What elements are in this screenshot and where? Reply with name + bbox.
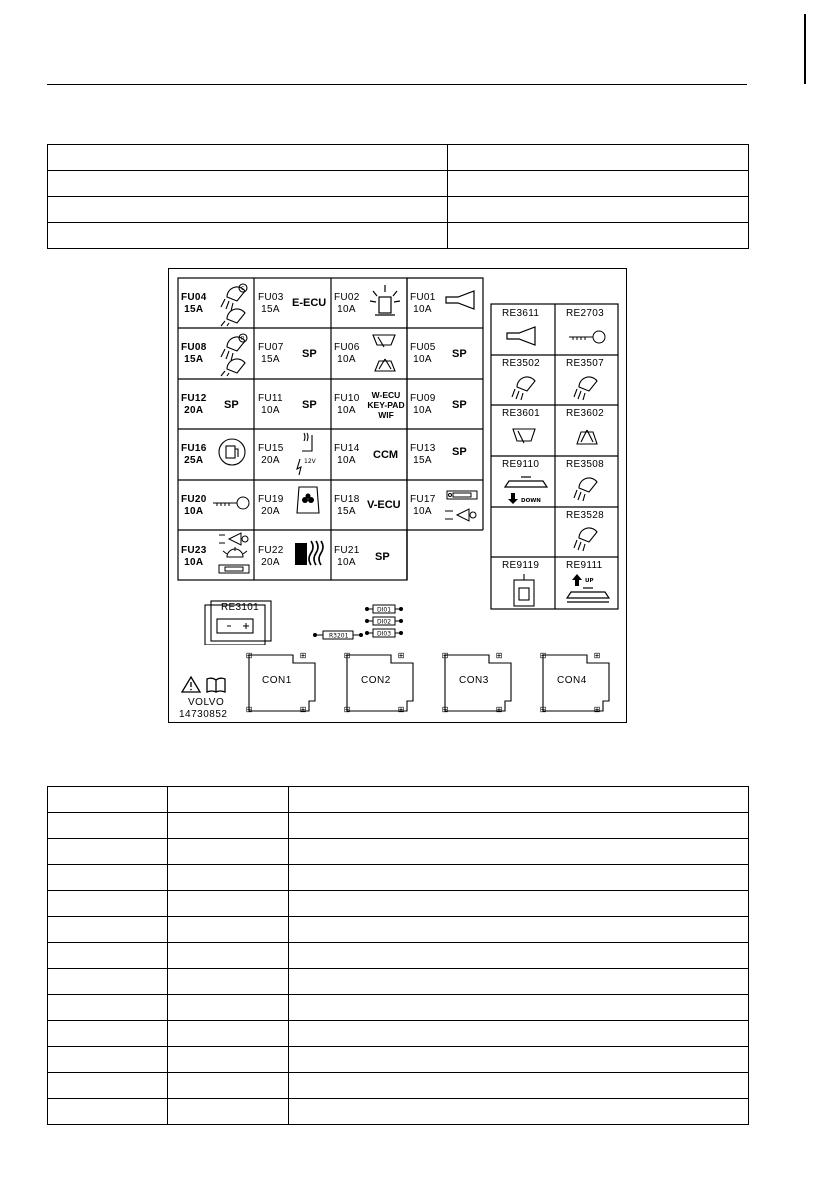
svg-text:C: C (241, 286, 245, 292)
table-row (48, 1099, 749, 1125)
table-row (48, 1073, 749, 1099)
relay-re3508: RE3508 (566, 459, 604, 470)
fuse-fu19: FU19 20A (258, 494, 284, 517)
relay-re3602: RE3602 (566, 408, 604, 419)
fuse-fu10: FU10 10A (334, 393, 360, 416)
relay-re3601: RE3601 (502, 408, 540, 419)
relay-re9119: RE9119 (502, 560, 540, 571)
svg-text:⊞: ⊞ (397, 651, 405, 660)
table-row (48, 891, 749, 917)
work-light-relay-icon (511, 373, 539, 401)
table-row (48, 223, 749, 249)
horn-icon (444, 289, 480, 313)
fuse-fu03-function: E-ECU (292, 297, 327, 309)
fuse-fu12: FU12 20A (181, 393, 207, 416)
svg-text:⊞: ⊞ (397, 705, 405, 714)
page-corner-mark (804, 14, 826, 84)
relay-re2703: RE2703 (566, 308, 604, 319)
svg-text:⊞: ⊞ (343, 705, 351, 714)
fuse-fu09-function: SP (452, 399, 467, 411)
svg-text:⊞: ⊞ (299, 651, 307, 660)
table-row (48, 787, 749, 813)
beacon-icon (367, 283, 403, 321)
cab-down-icon (503, 473, 559, 507)
svg-text:⊞: ⊞ (441, 651, 449, 660)
work-light-front-icon (219, 279, 253, 327)
brand-label: VOLVO (188, 697, 225, 708)
fuse-fu21-function: SP (375, 551, 390, 563)
work-light-relay-2-icon (573, 373, 601, 401)
relay-re3507: RE3507 (566, 358, 604, 369)
fuse-fu06: FU06 10A (334, 342, 360, 365)
fuse-fu03: FU03 15A (258, 292, 284, 315)
fuse-fu12-function: SP (224, 399, 239, 411)
work-light-rear-icon (219, 329, 253, 377)
fuel-pump-icon (217, 437, 247, 467)
svg-text:DOWN: DOWN (521, 498, 541, 504)
fuel-heater-icon (293, 537, 329, 571)
connector-con2: CON2 (361, 675, 391, 686)
fuse-fu01: FU01 10A (410, 292, 436, 315)
position-lamp-icon (215, 531, 253, 579)
key-relay-icon (567, 329, 609, 345)
fuse-fu13-function: SP (452, 446, 467, 458)
connector-con1: CON1 (262, 675, 292, 686)
cooler-box-icon (511, 574, 537, 608)
svg-text:⊞: ⊞ (441, 705, 449, 714)
fuse-fu08: FU08 15A (181, 342, 207, 365)
part-number: 14730852 (179, 709, 228, 720)
svg-text:⊞: ⊞ (245, 651, 253, 660)
fuse-fu11-function: SP (302, 399, 317, 411)
svg-text:⊞: ⊞ (539, 705, 547, 714)
fuse-fu17: FU17 10A (410, 494, 436, 517)
relay-re3502: RE3502 (502, 358, 540, 369)
connector-con3: CON3 (459, 675, 489, 686)
table-row (48, 995, 749, 1021)
table-row (48, 813, 749, 839)
connector-con4: CON4 (557, 675, 587, 686)
work-light-relay-4-icon (573, 524, 601, 552)
fuse-fu14: FU14 10A (334, 443, 360, 466)
fuse-fu02: FU02 10A (334, 292, 360, 315)
table-row (48, 1021, 749, 1047)
fuse-fu11: FU11 10A (258, 393, 283, 416)
table-row (48, 943, 749, 969)
fuse-fu23: FU23 10A (181, 545, 207, 568)
work-light-relay-3-icon (573, 474, 601, 502)
fuse-fu14-function: CCM (373, 449, 399, 461)
fuse-fu07: FU07 15A (258, 342, 284, 365)
fuse-fu04: FU04 15A (181, 292, 207, 315)
fuse-fu16: FU16 25A (181, 443, 207, 466)
battery-icon (219, 619, 253, 633)
svg-text:R: R (241, 336, 245, 342)
svg-text:⊞: ⊞ (343, 651, 351, 660)
fuse-relay-box-diagram (168, 268, 627, 723)
svg-text:DI02: DI02 (377, 618, 392, 626)
svg-text:⊞: ⊞ (495, 651, 503, 660)
svg-text:R3201: R3201 (329, 632, 349, 640)
cab-up-icon (565, 572, 621, 608)
cab-fan-icon (295, 485, 321, 515)
fuse-fu10-function: W-ECU KEY-PAD WIF (367, 390, 405, 420)
relay-re3528: RE3528 (566, 510, 604, 521)
wiper-icon (369, 331, 401, 375)
ignition-key-icon (211, 495, 253, 511)
fuse-fu07-function: SP (302, 348, 317, 360)
relay-re9111: RE9111 (566, 560, 603, 571)
table-row (48, 145, 749, 171)
table-row (48, 917, 749, 943)
fuse-table (47, 786, 749, 1125)
fuse-fu22: FU22 20A (258, 545, 284, 568)
svg-text:⊞: ⊞ (593, 705, 601, 714)
table-row (48, 839, 749, 865)
svg-text:⊞: ⊞ (539, 651, 547, 660)
seat-heater-12v-icon (292, 431, 328, 477)
svg-text:DI01: DI01 (377, 606, 392, 614)
fuse-fu18: FU18 15A (334, 494, 360, 517)
table-row (48, 197, 749, 223)
svg-text:12V: 12V (304, 458, 316, 465)
fuse-fu09: FU09 10A (410, 393, 436, 416)
relay-re9110: RE9110 (502, 459, 540, 470)
fuse-fu20: FU20 10A (181, 494, 207, 517)
warning-manual-icons (181, 675, 229, 695)
diode-resistor-block (309, 603, 404, 645)
svg-text:UP: UP (585, 578, 594, 584)
svg-text:⊞: ⊞ (495, 705, 503, 714)
table-row (48, 171, 749, 197)
horn-relay-icon (505, 325, 541, 349)
table-row (48, 969, 749, 995)
table-row (48, 1047, 749, 1073)
marker-lamp-icon (443, 489, 481, 527)
relay-re3611: RE3611 (502, 308, 540, 319)
svg-text:⊞: ⊞ (299, 705, 307, 714)
wiper-front-relay-icon (509, 425, 541, 449)
svg-text:⊞: ⊞ (593, 651, 601, 660)
fuse-fu05: FU05 10A (410, 342, 436, 365)
fuse-fu13: FU13 15A (410, 443, 436, 466)
wiper-rear-relay-icon (571, 424, 603, 448)
table-row (48, 865, 749, 891)
svg-text:DI03: DI03 (377, 630, 392, 638)
svg-text:⊞: ⊞ (245, 705, 253, 714)
fuse-fu21: FU21 10A (334, 545, 360, 568)
fuse-fu15: FU15 20A (258, 443, 284, 466)
fuse-fu05-function: SP (452, 348, 467, 360)
header-rule (47, 84, 747, 85)
header-table (47, 144, 749, 249)
fuse-fu18-function: V-ECU (367, 499, 401, 511)
battery-relay-label: RE3101 (221, 602, 259, 613)
